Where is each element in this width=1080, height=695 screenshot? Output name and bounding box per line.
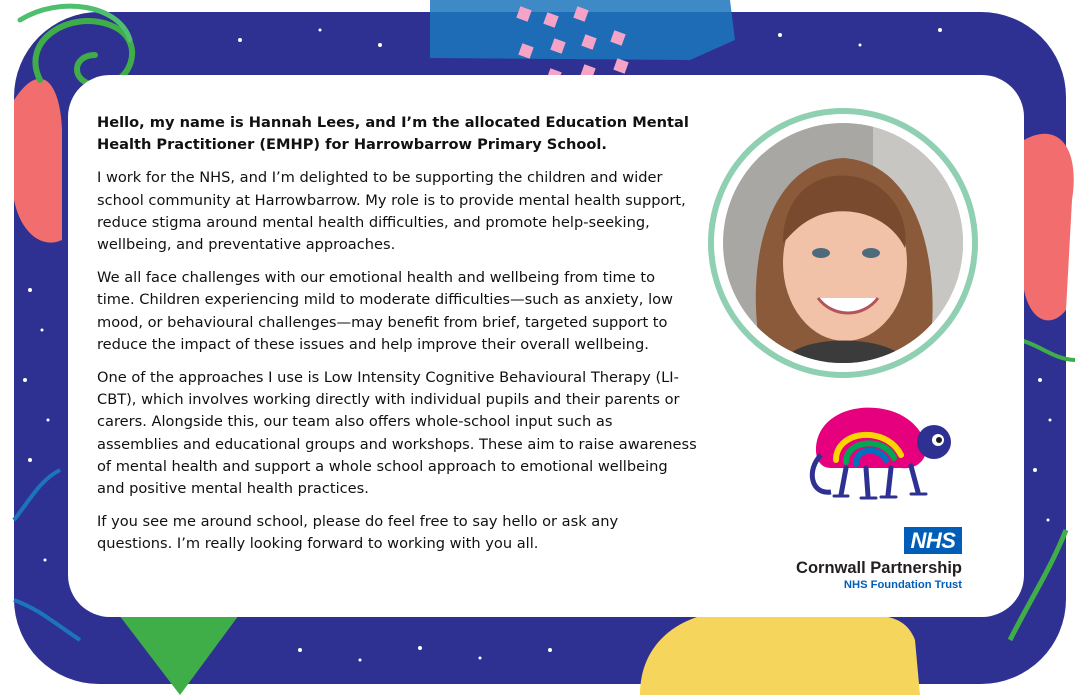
organisation-subtitle: NHS Foundation Trust (843, 579, 962, 591)
paragraph-closing: If you see me around school, please do feel free to say hello or ask any questions. I’m really looking forward to working with you all. (97, 513, 619, 553)
profile-photo-frame (708, 108, 978, 378)
paragraph-approaches: One of the approaches I use is Low Intensity Cognitive Behavioural Therapy (LI-CBT), which involves working directly with individual pupils and their parents or carers. Alongside this, our team also offers whole-school input such as assemblies and educational groups and workshops. These aim to raise awareness of mental health and support a whole school approach to emotional wellbeing and positive mental health practices. (97, 369, 697, 498)
organisation-name: Cornwall Partnership (796, 559, 962, 577)
nhs-badge: NHS (904, 527, 962, 554)
nhs-logo-icon (790, 527, 962, 597)
paragraph-role: I work for the NHS, and I’m delighted to be supporting the children and wider school community at Harrowbarrow. My role is to provide mental health support, reduce stigma around mental health difficulties, and promote help-seeking, wellbeing, and preventative approaches. (97, 169, 686, 254)
paragraph-challenges: We all face challenges with our emotional health and wellbeing from time to time. Children experiencing mild to moderate difficulties—such as anxiety, low mood, or behavioural challenges—may benefit from brief, targeted support to reduce the impact of these issues and help improve their overall wellbeing. (97, 269, 673, 353)
profile-photo (723, 123, 963, 363)
letter-body (97, 112, 697, 567)
chameleon-logo-icon (806, 400, 956, 510)
intro-paragraph: Hello, my name is Hannah Lees, and I’m the allocated Education Mental Health Practitioner (EMHP) for Harrowbarrow Primary School. (97, 114, 689, 154)
